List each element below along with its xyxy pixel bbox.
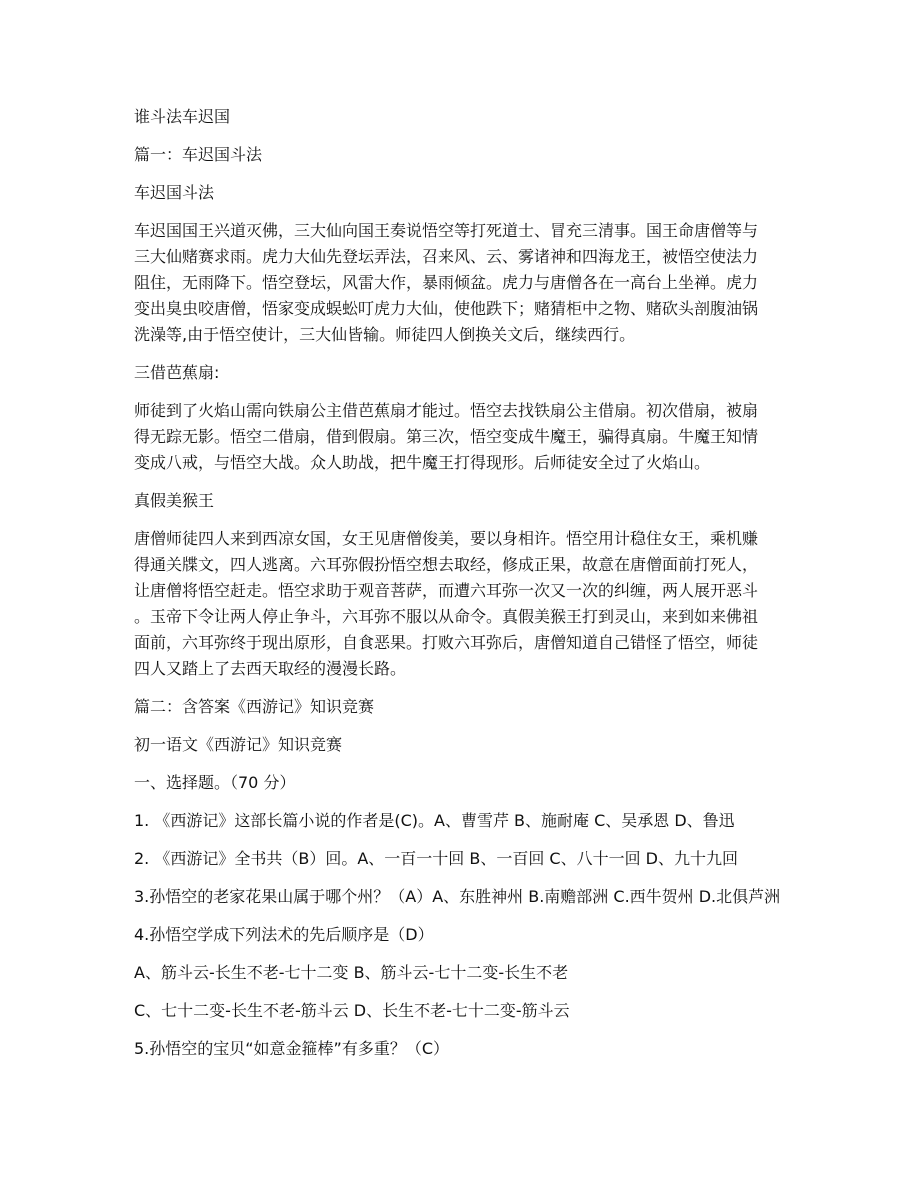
question-4: 4.孙悟空学成下列法术的先后顺序是（D） bbox=[134, 925, 434, 944]
paragraph-line: 面前，六耳弥终于现出原形，自食恶果。打败六耳弥后，唐僧知道自己错怪了悟空，师徒 bbox=[134, 633, 759, 652]
question-4-option-ab: A、筋斗云-长生不老-七十二变 B、筋斗云-七十二变-长生不老 bbox=[134, 963, 569, 982]
paragraph-line: 车迟国国王兴道灭佛，三大仙向国王奏说悟空等打死道士、冒充三清事。国王命唐僧等与 bbox=[134, 221, 759, 240]
question-3: 3.孙悟空的老家花果山属于哪个州？（A）A、东胜神州 B.南赡部洲 C.西牛贺州 D.北俱芦洲 bbox=[134, 887, 781, 906]
paragraph-line: 洗澡等,由于悟空使计，三大仙皆输。师徒四人倒换关文后，继续西行。 bbox=[134, 325, 636, 344]
paragraph-line: 师徒到了火焰山需向铁扇公主借芭蕉扇才能过。悟空去找铁扇公主借扇。初次借扇，被扇 bbox=[134, 401, 759, 420]
paragraph-line: 。玉帝下令让两人停止争斗，六耳弥不服以从命令。真假美猴王打到灵山，来到如来佛祖 bbox=[134, 607, 759, 626]
question-5: 5.孙悟空的宝贝“如意金箍棒”有多重？（C） bbox=[134, 1039, 450, 1058]
paragraph-line: 得无踪无影。悟空二借扇，借到假扇。第三次，悟空变成牛魔王，骗得真扇。牛魔王知情 bbox=[134, 427, 759, 446]
subtitle-chechi: 车迟国斗法 bbox=[134, 183, 215, 202]
question-4-option-cd: C、七十二变-长生不老-筋斗云 D、长生不老-七十二变-筋斗云 bbox=[134, 1001, 570, 1020]
paragraph-line: 唐僧师徒四人来到西凉女国，女王见唐僧俊美，要以身相许。悟空用计稳住女王，乘机赚 bbox=[134, 529, 759, 548]
paragraph-line: 阻住，无雨降下。悟空登坛，风雷大作，暴雨倾盆。虎力与唐僧各在一高台上坐禅。虎力 bbox=[134, 273, 759, 292]
subtitle-fake-monkey-king: 真假美猴王 bbox=[134, 491, 215, 510]
question-2: 2. 《西游记》全书共（B）回。A、一百一十回 B、一百回 C、八十一回 D、九十九回 bbox=[134, 849, 739, 868]
document-body bbox=[134, 104, 786, 1074]
paragraph-line: 得通关牒文，四人逃离。六耳弥假扮悟空想去取经，修成正果，故意在唐僧面前打死人， bbox=[134, 555, 759, 574]
paragraph-line: 四人又踏上了去西天取经的漫漫长路。 bbox=[134, 659, 407, 678]
section-heading-2: 篇二：含答案《西游记》知识竞赛 bbox=[134, 697, 375, 716]
paragraph-banana-fan bbox=[134, 398, 786, 476]
paragraph-line: 变成八戒，与悟空大战。众人助战，把牛魔王打得现形。后师徒安全过了火焰山。 bbox=[134, 453, 711, 472]
paragraph-fake-monkey-king bbox=[134, 526, 786, 682]
quiz-title: 初一语文《西游记》知识竞赛 bbox=[134, 735, 343, 754]
section-heading-1: 篇一：车迟国斗法 bbox=[134, 145, 263, 164]
paragraph-line: 变出臭虫咬唐僧，悟家变成蜈蚣叮虎力大仙，使他跌下；赌猜柜中之物、赌砍头剖腹油锅 bbox=[134, 299, 759, 318]
document-title: 谁斗法车迟国 bbox=[134, 107, 231, 126]
paragraph-line: 让唐僧将悟空赶走。悟空求助于观音菩萨，而遭六耳弥一次又一次的纠缠，两人展开恶斗 bbox=[134, 581, 759, 600]
paragraph-chechi bbox=[134, 218, 786, 348]
part-heading: 一、选择题。（70 分） bbox=[134, 773, 296, 792]
subtitle-banana-fan: 三借芭蕉扇: bbox=[134, 363, 220, 382]
question-1: 1. 《西游记》这部长篇小说的作者是(C)。A、曹雪芹 B、施耐庵 C、吴承恩 D、鲁迅 bbox=[134, 811, 735, 830]
paragraph-line: 三大仙赌赛求雨。虎力大仙先登坛弄法，召来风、云、雾诸神和四海龙王，被悟空使法力 bbox=[134, 247, 759, 266]
